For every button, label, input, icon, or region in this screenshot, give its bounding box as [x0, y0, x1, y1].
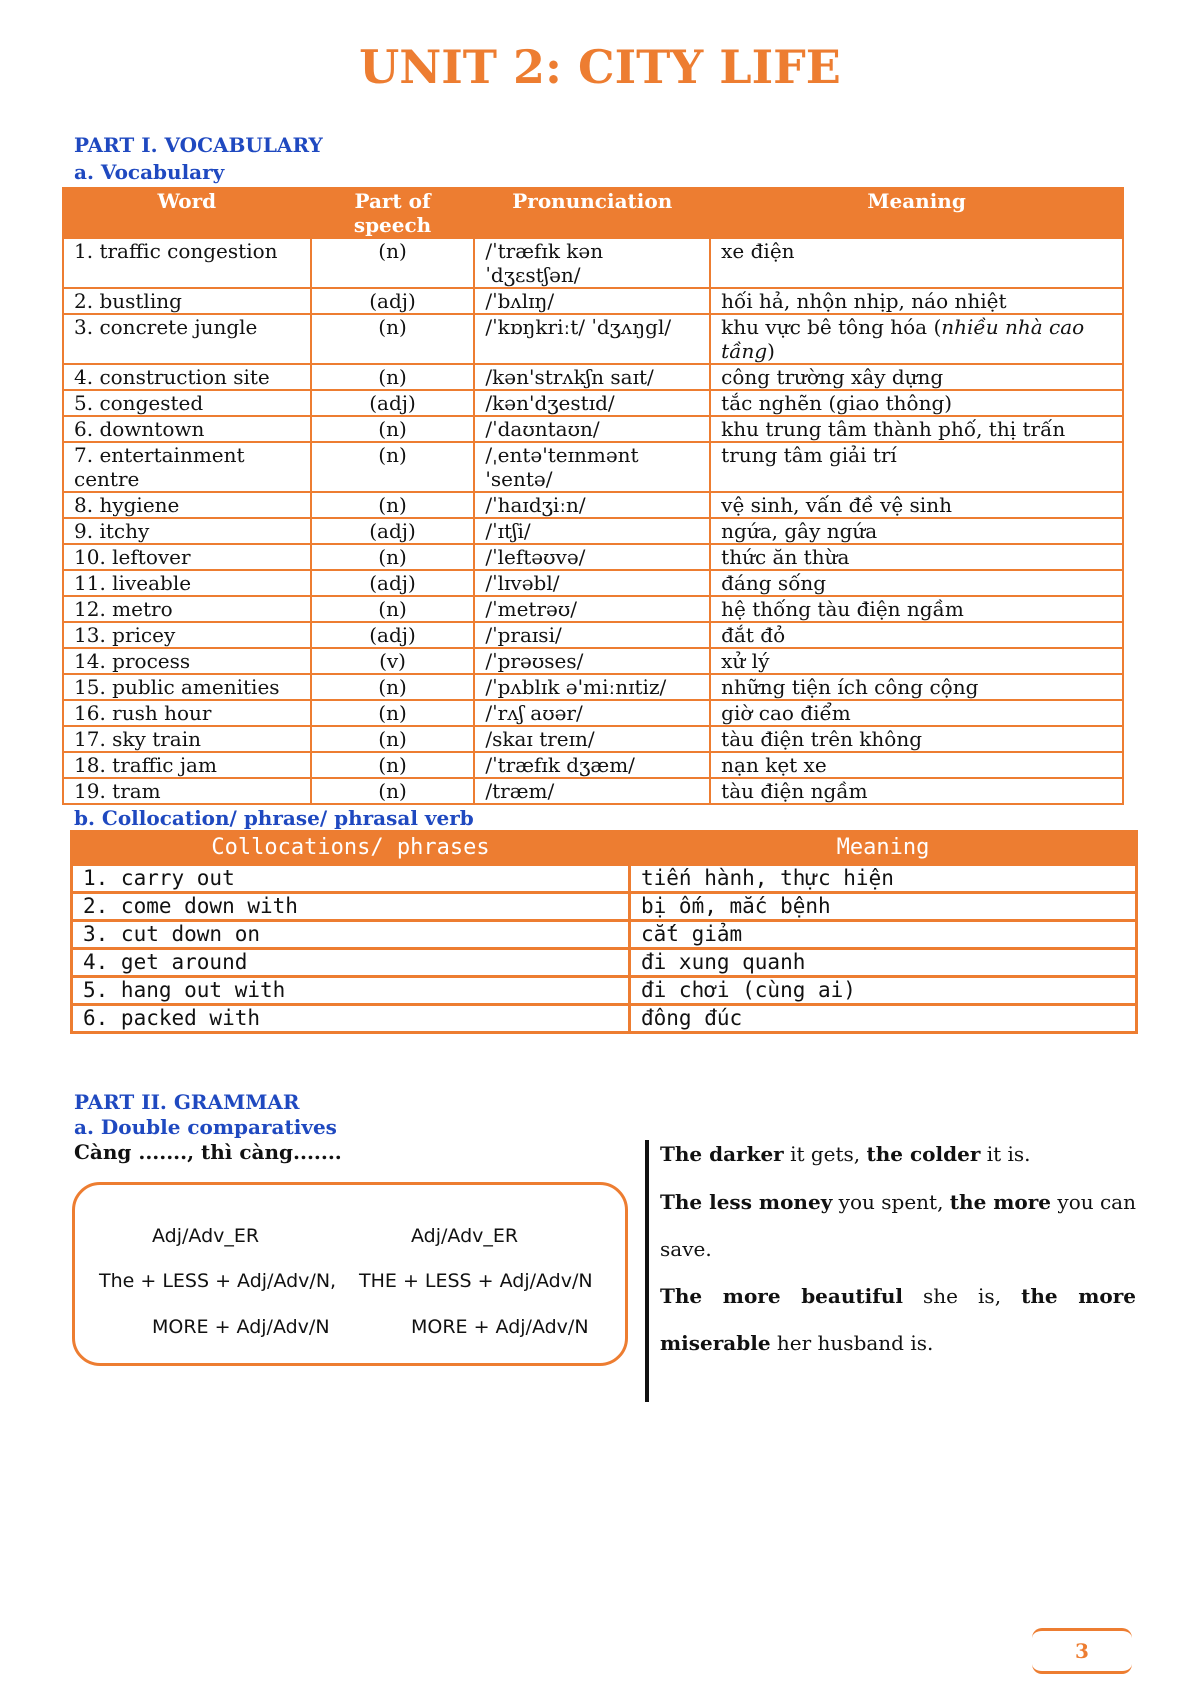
collocation-table: [70, 830, 1138, 1034]
vocab-word: 1. traffic congestion: [63, 238, 311, 288]
header-pronunciation: Pronunciation: [474, 188, 710, 238]
vocab-meaning: thức ăn thừa: [710, 544, 1123, 570]
vocab-word: 6. downtown: [63, 416, 311, 442]
vocabulary-row: [63, 390, 1123, 416]
collocation-row: [72, 1005, 1137, 1033]
vocabulary-row: [63, 518, 1123, 544]
vocab-pronunciation: /ˈhaɪdʒiːn/: [474, 492, 710, 518]
vocab-part-of-speech: (n): [311, 596, 475, 622]
vocab-pronunciation: /ˈpʌblɪk ə'miːnɪtiz/: [474, 674, 710, 700]
collocation-row: [72, 893, 1137, 921]
example-2: [660, 1179, 1136, 1273]
vocab-word: 7. entertainment centre: [63, 442, 311, 492]
vocab-word: 18. traffic jam: [63, 752, 311, 778]
examples-divider: [645, 1140, 649, 1402]
vocab-word: 17. sky train: [63, 726, 311, 752]
formula-right-3: MORE + Adj/Adv/N: [411, 1316, 589, 1338]
vocabulary-header-row: [63, 188, 1123, 238]
vocab-meaning: tàu điện trên không: [710, 726, 1123, 752]
vocab-part-of-speech: (n): [311, 416, 475, 442]
vocab-word: 10. leftover: [63, 544, 311, 570]
collocation-phrase: 1. carry out: [72, 865, 630, 893]
vocab-word: 15. public amenities: [63, 674, 311, 700]
collocation-phrase: 4. get around: [72, 949, 630, 977]
vocab-meaning: tắc nghẽn (giao thông): [710, 390, 1123, 416]
vocabulary-row: [63, 752, 1123, 778]
vocab-meaning-italic: nhiều nhà cao tầng: [721, 315, 1085, 363]
vocab-word: 16. rush hour: [63, 700, 311, 726]
vocab-pronunciation: /ˈrʌʃ aʊər/: [474, 700, 710, 726]
example-3-bold-1: The more beautiful: [660, 1284, 903, 1308]
collocation-row: [72, 977, 1137, 1005]
vocab-pronunciation: /ˌentə'teɪnmənt 'sentə/: [474, 442, 710, 492]
vocabulary-row: [63, 674, 1123, 700]
example-2-text-2: you can save.: [660, 1190, 1136, 1261]
vocab-part-of-speech: (n): [311, 544, 475, 570]
vocabulary-row: [63, 492, 1123, 518]
example-1-text-1: it gets,: [783, 1142, 867, 1166]
example-3: [660, 1273, 1136, 1367]
vocab-meaning: tàu điện ngầm: [710, 778, 1123, 804]
formula-right-2: THE + LESS + Adj/Adv/N: [359, 1270, 593, 1292]
vocab-meaning: đắt đỏ: [710, 622, 1123, 648]
example-2-text-1: you spent,: [832, 1190, 950, 1214]
collocation-meaning: bị ốm, mắc bệnh: [630, 893, 1137, 921]
vocab-part-of-speech: (n): [311, 442, 475, 492]
vocab-part-of-speech: (n): [311, 700, 475, 726]
vocab-part-of-speech: (n): [311, 674, 475, 700]
vocabulary-row: [63, 544, 1123, 570]
vocab-part-of-speech: (n): [311, 726, 475, 752]
formula-left-3: MORE + Adj/Adv/N: [152, 1316, 330, 1338]
vocab-pronunciation: /ˈlɪvəbl/: [474, 570, 710, 596]
vocab-pronunciation: /skaɪ treɪn/: [474, 726, 710, 752]
vocab-pronunciation: /ˈdaʊntaʊn/: [474, 416, 710, 442]
collocation-phrase: 5. hang out with: [72, 977, 630, 1005]
header-meaning: Meaning: [710, 188, 1123, 238]
vocabulary-table: [62, 187, 1124, 805]
formula-box: [72, 1182, 628, 1366]
vocab-word: 11. liveable: [63, 570, 311, 596]
vocab-meaning: nạn kẹt xe: [710, 752, 1123, 778]
collocation-subheading: b. Collocation/ phrase/ phrasal verb: [74, 806, 474, 830]
vocabulary-row: [63, 778, 1123, 804]
vocab-word: 5. congested: [63, 390, 311, 416]
vocab-part-of-speech: (adj): [311, 622, 475, 648]
vocab-word: 19. tram: [63, 778, 311, 804]
header-word: Word: [63, 188, 311, 238]
example-3-bold-2: the more miserable: [660, 1284, 1137, 1355]
vocab-word: 12. metro: [63, 596, 311, 622]
vocab-meaning: trung tâm giải trí: [710, 442, 1123, 492]
example-1-bold-2: the colder: [866, 1142, 981, 1166]
vocab-part-of-speech: (n): [311, 492, 475, 518]
vocab-meaning: [710, 314, 1123, 364]
vocabulary-row: [63, 288, 1123, 314]
vocab-meaning: khu trung tâm thành phố, thị trấn: [710, 416, 1123, 442]
vocab-part-of-speech: (adj): [311, 570, 475, 596]
vocab-part-of-speech: (n): [311, 314, 475, 364]
part2-heading: PART II. GRAMMAR: [74, 1090, 300, 1114]
vocabulary-row: [63, 622, 1123, 648]
vocab-pronunciation: /ˈprəʊses/: [474, 648, 710, 674]
vocab-word: 2. bustling: [63, 288, 311, 314]
example-1-bold-1: The darker: [660, 1142, 784, 1166]
collocation-phrase: 2. come down with: [72, 893, 630, 921]
vocab-word: 14. process: [63, 648, 311, 674]
formula-right-1: Adj/Adv_ER: [411, 1225, 519, 1247]
page-number: 3: [1032, 1628, 1132, 1674]
vocab-word: 4. construction site: [63, 364, 311, 390]
header-collocations: Collocations/ phrases: [72, 832, 630, 865]
header-part-of-speech: Part of speech: [311, 188, 475, 238]
vocab-pronunciation: /kən'dʒestɪd/: [474, 390, 710, 416]
collocation-row: [72, 949, 1137, 977]
example-1-text-2: it is.: [980, 1142, 1031, 1166]
vocab-part-of-speech: (n): [311, 238, 475, 288]
vocab-pronunciation: /kən'strʌkʃn saɪt/: [474, 364, 710, 390]
cang-structure-text: Càng ......., thì càng.......: [74, 1140, 342, 1164]
double-comparatives-subheading: a. Double comparatives: [74, 1115, 337, 1139]
vocabulary-row: [63, 596, 1123, 622]
collocation-meaning: đi xung quanh: [630, 949, 1137, 977]
vocabulary-row: [63, 314, 1123, 364]
vocab-word: 9. itchy: [63, 518, 311, 544]
vocab-word: 8. hygiene: [63, 492, 311, 518]
vocab-part-of-speech: (n): [311, 778, 475, 804]
vocab-meaning: đáng sống: [710, 570, 1123, 596]
vocab-meaning: công trường xây dựng: [710, 364, 1123, 390]
vocabulary-row: [63, 570, 1123, 596]
vocabulary-row: [63, 238, 1123, 288]
formula-left-2: The + LESS + Adj/Adv/N,: [99, 1270, 337, 1292]
vocabulary-row: [63, 364, 1123, 390]
vocab-pronunciation: /ˈɪtʃi/: [474, 518, 710, 544]
vocab-meaning: xe điện: [710, 238, 1123, 288]
example-1: [660, 1131, 1136, 1178]
vocab-part-of-speech: (adj): [311, 390, 475, 416]
part1-heading: PART I. VOCABULARY: [74, 133, 323, 157]
vocabulary-row: [63, 726, 1123, 752]
collocation-row: [72, 865, 1137, 893]
vocab-meaning: ngứa, gây ngứa: [710, 518, 1123, 544]
example-2-bold-1: The less money: [660, 1190, 833, 1214]
collocation-header-row: [72, 832, 1137, 865]
formula-left-1: Adj/Adv_ER: [152, 1225, 260, 1247]
vocab-meaning: hối hả, nhộn nhịp, náo nhiệt: [710, 288, 1123, 314]
vocab-word: 3. concrete jungle: [63, 314, 311, 364]
vocab-meaning: giờ cao điểm: [710, 700, 1123, 726]
vocab-pronunciation: /ˈleftəʊvə/: [474, 544, 710, 570]
vocab-part-of-speech: (n): [311, 364, 475, 390]
vocab-pronunciation: /ˈbʌlɪŋ/: [474, 288, 710, 314]
vocab-part-of-speech: (n): [311, 752, 475, 778]
vocabulary-subheading: a. Vocabulary: [74, 160, 225, 184]
vocab-pronunciation: /ˈmetrəʊ/: [474, 596, 710, 622]
collocation-phrase: 3. cut down on: [72, 921, 630, 949]
vocab-meaning: xử lý: [710, 648, 1123, 674]
vocabulary-row: [63, 442, 1123, 492]
vocab-part-of-speech: (adj): [311, 288, 475, 314]
vocab-pronunciation: /ˈtræfɪk kən ˈdʒɛstʃən/: [474, 238, 710, 288]
vocabulary-row: [63, 416, 1123, 442]
vocabulary-row: [63, 700, 1123, 726]
collocation-phrase: 6. packed with: [72, 1005, 630, 1033]
vocab-word: 13. pricey: [63, 622, 311, 648]
vocab-pronunciation: /ˈkɒŋkriːt/ ˈdʒʌŋgl/: [474, 314, 710, 364]
vocab-pronunciation: /ˈtræfɪk dʒæm/: [474, 752, 710, 778]
collocation-meaning: đông đúc: [630, 1005, 1137, 1033]
collocation-meaning: đi chơi (cùng ai): [630, 977, 1137, 1005]
header-colloc-meaning: Meaning: [630, 832, 1137, 865]
collocation-meaning: cắt giảm: [630, 921, 1137, 949]
vocab-meaning-end: ): [767, 339, 775, 363]
vocab-pronunciation: /træm/: [474, 778, 710, 804]
example-2-bold-2: the more: [949, 1190, 1052, 1214]
collocation-row: [72, 921, 1137, 949]
vocab-meaning: những tiện ích công cộng: [710, 674, 1123, 700]
vocab-pronunciation: /ˈpraɪsi/: [474, 622, 710, 648]
vocab-meaning: vệ sinh, vấn đề vệ sinh: [710, 492, 1123, 518]
vocab-meaning: hệ thống tàu điện ngầm: [710, 596, 1123, 622]
example-3-text-2: her husband is.: [770, 1331, 934, 1355]
collocation-meaning: tiến hành, thực hiện: [630, 865, 1137, 893]
example-3-text-1: she is,: [902, 1284, 1022, 1308]
vocab-part-of-speech: (v): [311, 648, 475, 674]
vocab-part-of-speech: (adj): [311, 518, 475, 544]
vocab-meaning-text: khu vực bê tông hóa (: [721, 315, 942, 339]
vocabulary-row: [63, 648, 1123, 674]
page-title: UNIT 2: CITY LIFE: [359, 40, 841, 94]
